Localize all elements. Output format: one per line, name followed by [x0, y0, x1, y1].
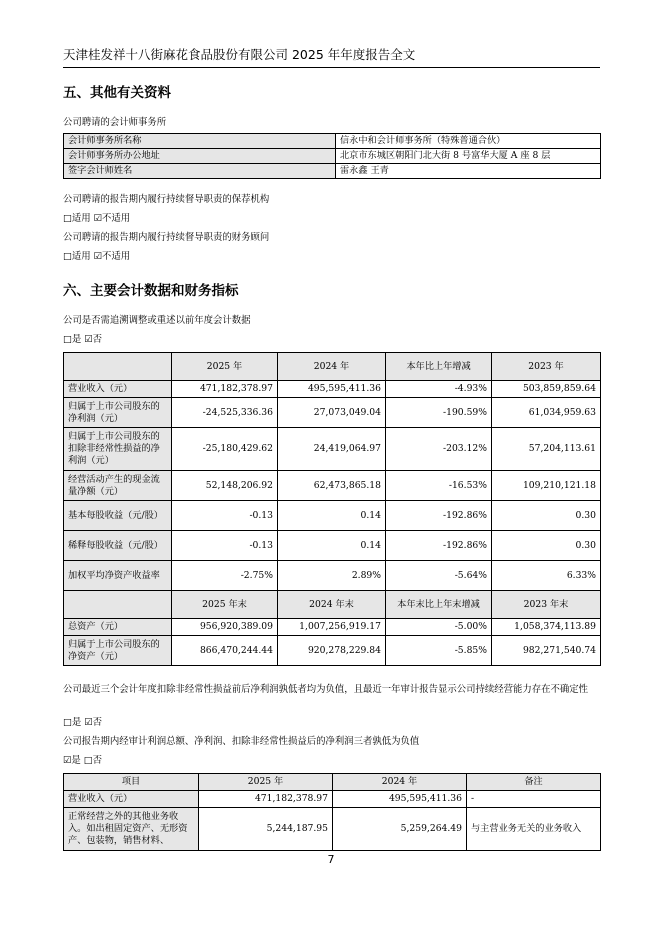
change-cell: -5.64%: [386, 561, 492, 591]
value-cell: 5,259,264.49: [333, 808, 467, 851]
going-concern-text: 公司最近三个会计年度扣除非经常性损益前后净利润孰低者均为负值，且最近一年审计报告显示公司持续经营能力存在不确定性: [63, 684, 589, 695]
sponsor-checkbox: □适用 ☑不适用: [63, 213, 131, 224]
row-label: 归属于上市公司股东的扣除非经常性损益的净利润（元）: [64, 428, 172, 471]
change-cell: -16.53%: [386, 471, 492, 501]
value-cell: 109,210,121.18: [492, 471, 601, 501]
value-cell: 1,007,256,919.17: [278, 619, 386, 636]
page-number: 7: [327, 853, 335, 866]
value-cell: 6.33%: [492, 561, 601, 591]
table-row: [64, 791, 601, 808]
header-cell: 项目: [64, 774, 199, 791]
header-cell: [64, 353, 172, 381]
auditor-label: 签字会计师姓名: [64, 164, 336, 179]
row-label: 营业收入（元）: [64, 381, 172, 398]
value-cell: 27,073,049.04: [278, 398, 386, 428]
auditor-value: 北京市东城区朝阳门北大街 8 号富华大厦 A 座 8 层: [336, 149, 601, 164]
auditor-label: 会计师事务所名称: [64, 134, 336, 149]
table-row: [64, 636, 601, 666]
value-cell: 61,034,959.63: [492, 398, 601, 428]
value-cell: 471,182,378.97: [199, 791, 333, 808]
section-5-title: 五、其他有关资料: [63, 85, 171, 101]
value-cell: 503,859,859.64: [492, 381, 601, 398]
row-label: 稀释每股收益（元/股）: [64, 531, 172, 561]
section-6-title: 六、主要会计数据和财务指标: [63, 283, 239, 299]
header-cell: 本年比上年增减: [386, 353, 492, 381]
table-row: [64, 428, 601, 471]
header-cell: 备注: [467, 774, 601, 791]
value-cell: 0.14: [278, 501, 386, 531]
value-cell: 495,595,411.36: [333, 791, 467, 808]
report-header-title: 天津桂发祥十八街麻花食品股份有限公司 2025 年年度报告全文: [63, 47, 416, 62]
table-header-row: [64, 353, 601, 381]
header-cell: 2024 年: [278, 353, 386, 381]
change-cell: -5.00%: [386, 619, 492, 636]
value-cell: 920,278,229.84: [278, 636, 386, 666]
header-cell: 2025 年: [199, 774, 333, 791]
restate-text: 公司是否需追溯调整或重述以前年度会计数据: [63, 315, 251, 326]
change-cell: -203.12%: [386, 428, 492, 471]
header-cell: 2025 年末: [172, 591, 278, 619]
change-cell: -192.86%: [386, 501, 492, 531]
row-label: 经营活动产生的现金流量净额（元）: [64, 471, 172, 501]
table-row: [64, 531, 601, 561]
key-financial-table: [63, 352, 601, 666]
header-cell: 2023 年: [492, 353, 601, 381]
table-header-row: [64, 591, 601, 619]
value-cell: -24,525,336.36: [172, 398, 278, 428]
auditor-row: [64, 134, 601, 149]
revenue-deduction-table: [63, 773, 601, 851]
value-cell: 866,470,244.44: [172, 636, 278, 666]
negative-profit-checkbox: ☑是 □否: [63, 755, 102, 766]
sponsor-text: 公司聘请的报告期内履行持续督导职责的保荐机构: [63, 194, 270, 205]
auditor-row: [64, 149, 601, 164]
value-cell: 471,182,378.97: [172, 381, 278, 398]
table-row: [64, 398, 601, 428]
header-divider: [63, 67, 600, 68]
value-cell: 62,473,865.18: [278, 471, 386, 501]
remark-cell: -: [467, 791, 601, 808]
change-cell: -4.93%: [386, 381, 492, 398]
value-cell: 0.30: [492, 501, 601, 531]
value-cell: 0.30: [492, 531, 601, 561]
table-row: [64, 471, 601, 501]
header-cell: 2024 年: [333, 774, 467, 791]
row-label: 营业收入（元）: [64, 791, 199, 808]
advisor-text: 公司聘请的报告期内履行持续督导职责的财务顾问: [63, 232, 270, 243]
change-cell: -190.59%: [386, 398, 492, 428]
row-label: 归属于上市公司股东的净利润（元）: [64, 398, 172, 428]
row-label: 正常经营之外的其他业务收入。如出租固定资产、无形资产、包装物，销售材料、: [64, 808, 199, 851]
value-cell: 956,920,389.09: [172, 619, 278, 636]
auditor-label: 会计师事务所办公地址: [64, 149, 336, 164]
advisor-checkbox: □适用 ☑不适用: [63, 251, 131, 262]
value-cell: -0.13: [172, 501, 278, 531]
auditor-value: 信永中和会计师事务所（特殊普通合伙）: [336, 134, 601, 149]
value-cell: 982,271,540.74: [492, 636, 601, 666]
table-row: [64, 501, 601, 531]
header-cell: 2024 年末: [278, 591, 386, 619]
table-row: [64, 619, 601, 636]
value-cell: 57,204,113.61: [492, 428, 601, 471]
row-label: 加权平均净资产收益率: [64, 561, 172, 591]
row-label: 总资产（元）: [64, 619, 172, 636]
row-label: 基本每股收益（元/股）: [64, 501, 172, 531]
value-cell: 24,419,064.97: [278, 428, 386, 471]
table-row: [64, 808, 601, 851]
remark-cell: 与主营业务无关的业务收入: [467, 808, 601, 851]
value-cell: 5,244,187.95: [199, 808, 333, 851]
value-cell: 2.89%: [278, 561, 386, 591]
going-concern-checkbox: □是 ☑否: [63, 717, 102, 728]
value-cell: -25,180,429.62: [172, 428, 278, 471]
value-cell: 1,058,374,113.89: [492, 619, 601, 636]
value-cell: -0.13: [172, 531, 278, 561]
table-header-row: [64, 774, 601, 791]
value-cell: -2.75%: [172, 561, 278, 591]
auditor-row: [64, 164, 601, 179]
table-row: [64, 381, 601, 398]
auditor-table: [63, 133, 601, 179]
header-cell: 2023 年末: [492, 591, 601, 619]
change-cell: -5.85%: [386, 636, 492, 666]
header-cell: 本年末比上年末增减: [386, 591, 492, 619]
value-cell: 495,595,411.36: [278, 381, 386, 398]
header-cell: 2025 年: [172, 353, 278, 381]
auditor-intro: 公司聘请的会计师事务所: [63, 117, 167, 128]
value-cell: 52,148,206.92: [172, 471, 278, 501]
negative-profit-text: 公司报告期内经审计利润总额、净利润、扣除非经常性损益后的净利润三者孰低为负值: [63, 736, 420, 747]
row-label: 归属于上市公司股东的净资产（元）: [64, 636, 172, 666]
restate-checkbox: □是 ☑否: [63, 334, 102, 345]
auditor-value: 雷永鑫 王青: [336, 164, 601, 179]
table-row: [64, 561, 601, 591]
change-cell: -192.86%: [386, 531, 492, 561]
header-cell: [64, 591, 172, 619]
value-cell: 0.14: [278, 531, 386, 561]
